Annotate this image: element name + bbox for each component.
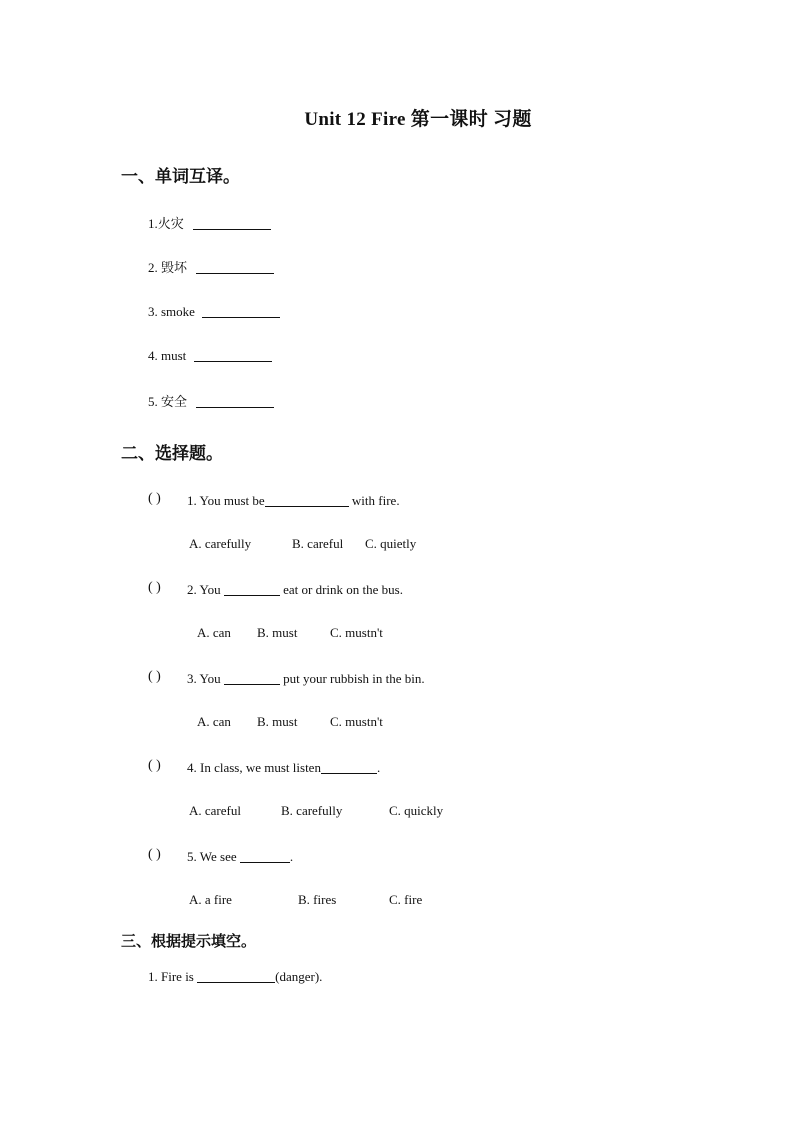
option-a[interactable]: A. careful xyxy=(189,803,241,818)
section-3-heading: 三、根据提示填空。 xyxy=(121,932,257,950)
vocab-item-4 xyxy=(148,347,272,364)
answer-blank[interactable] xyxy=(224,670,280,685)
answer-blank[interactable] xyxy=(321,759,377,774)
section-1-heading: 一、单词互译。 xyxy=(121,167,240,187)
answer-parenthesis[interactable]: ( ) xyxy=(148,580,161,595)
fill-item-1 xyxy=(148,968,322,985)
answer-blank[interactable] xyxy=(265,492,349,507)
question-text: 3. You xyxy=(187,671,224,686)
answer-parenthesis[interactable]: ( ) xyxy=(148,669,161,684)
option-c[interactable]: C. fire xyxy=(389,892,423,907)
answer-parenthesis[interactable]: ( ) xyxy=(148,847,161,862)
question-text-end: . xyxy=(376,760,381,775)
option-c[interactable]: C. quietly xyxy=(365,536,417,551)
option-a[interactable]: A. a fire xyxy=(189,892,232,907)
option-a[interactable]: A. can xyxy=(197,714,231,729)
question-text: 5. We see xyxy=(187,849,240,864)
vocab-item-2 xyxy=(148,257,274,276)
vocab-label: 4. must xyxy=(148,348,187,363)
vocab-label: 2. 毁坏 xyxy=(148,260,188,275)
answer-blank[interactable] xyxy=(202,303,280,318)
question-text-end: . xyxy=(289,849,294,864)
question-text-end: put your rubbish in the bin. xyxy=(279,671,425,686)
option-a[interactable]: A. can xyxy=(197,625,231,640)
question-2 xyxy=(187,581,403,598)
fill-text: 1. Fire is xyxy=(148,969,198,984)
question-text: 4. In class, we must listen xyxy=(187,760,321,775)
section-2-heading: 二、选择题。 xyxy=(121,444,223,464)
question-5 xyxy=(187,848,293,865)
option-b[interactable]: B. must xyxy=(257,714,298,729)
page-title: Unit 12 Fire 第一课时 习题 xyxy=(304,109,532,130)
fill-hint: (danger). xyxy=(275,969,323,984)
question-4 xyxy=(187,759,380,776)
vocab-item-3 xyxy=(148,303,280,320)
question-text: 2. You xyxy=(187,582,224,597)
option-b[interactable]: B. carefully xyxy=(281,803,343,818)
vocab-label: 5. 安全 xyxy=(148,394,188,409)
answer-blank[interactable] xyxy=(193,215,271,230)
answer-parenthesis[interactable]: ( ) xyxy=(148,491,161,506)
option-a[interactable]: A. carefully xyxy=(189,536,252,551)
vocab-item-1 xyxy=(148,213,271,232)
question-text: 1. You must be xyxy=(187,493,265,508)
answer-blank[interactable] xyxy=(197,968,275,983)
vocab-label: 3. smoke xyxy=(148,304,195,319)
answer-blank[interactable] xyxy=(194,347,272,362)
question-text-end: with fire. xyxy=(348,493,400,508)
option-c[interactable]: C. quickly xyxy=(389,803,444,818)
vocab-item-5 xyxy=(148,391,274,410)
answer-blank[interactable] xyxy=(240,848,290,863)
question-text-end: eat or drink on the bus. xyxy=(279,582,403,597)
answer-blank[interactable] xyxy=(196,259,274,274)
question-1 xyxy=(187,492,400,509)
vocab-label: 1.火灾 xyxy=(148,216,184,231)
option-b[interactable]: B. careful xyxy=(292,536,344,551)
answer-parenthesis[interactable]: ( ) xyxy=(148,758,161,773)
option-c[interactable]: C. mustn't xyxy=(330,714,383,729)
answer-blank[interactable] xyxy=(196,393,274,408)
option-b[interactable]: B. must xyxy=(257,625,298,640)
option-b[interactable]: B. fires xyxy=(298,892,337,907)
option-c[interactable]: C. mustn't xyxy=(330,625,383,640)
question-3 xyxy=(187,670,425,687)
answer-blank[interactable] xyxy=(224,581,280,596)
